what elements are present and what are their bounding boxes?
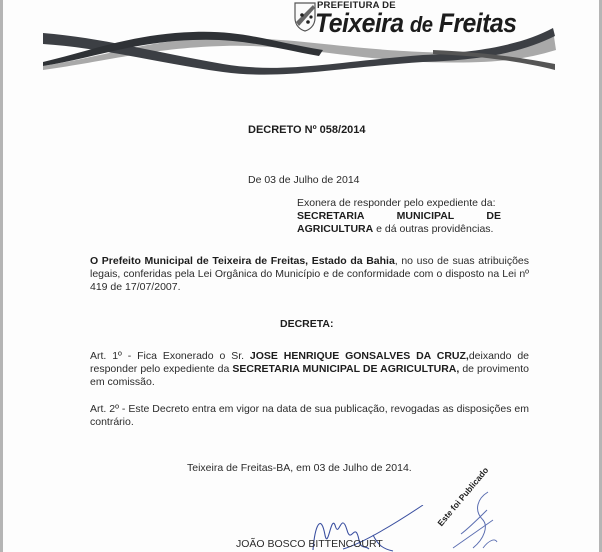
signer-name: JOÃO BOSCO BITTENCOURT: [236, 538, 383, 550]
decree-summary: [297, 197, 501, 236]
art1-prefix: Art. 1º - Fica Exonerado o Sr.: [90, 350, 250, 362]
art1-person-name: JOSE HENRIQUE GONSALVES DA CRUZ,: [249, 350, 469, 362]
summary-word: DE: [486, 210, 501, 222]
article-2: Art. 2º - Este Decreto entra em vigor na data de sua publicação, revogadas as disposições em contrário.: [90, 403, 529, 428]
summary-line-1-text: Exonera de responder pelo expediente da:: [297, 197, 496, 209]
publication-stamp-text: Este foi Publicado: [435, 465, 491, 528]
summary-line-2: [297, 210, 501, 223]
preamble-bold: O Prefeito Municipal de Teixeira de Freitas, Estado da Bahia: [90, 255, 395, 267]
preamble-rest: , no uso de suas atribuições legais, conferidas pela Lei Orgânica do Município e de conformidade com o disposto na Lei nº 419 de 17/07/2007.: [90, 255, 530, 293]
decreta-heading: DECRETA:: [280, 318, 334, 330]
brand-title-part2: de: [409, 12, 433, 37]
brand-title: [315, 8, 516, 39]
letterhead: [3, 0, 599, 80]
art1-middle: deixando de responder pelo expediente da: [90, 350, 529, 375]
decree-date: De 03 de Julho de 2014: [248, 174, 360, 186]
summary-line-3: [297, 223, 501, 236]
summary-word: SECRETARIA: [297, 210, 365, 222]
brand-title-part3: Freitas: [432, 8, 517, 38]
preamble-paragraph: [90, 255, 529, 294]
municipal-shield-icon: [293, 0, 317, 32]
art1-suffix: de provimento em comissão.: [90, 363, 529, 388]
brand-subtitle: PREFEITURA DE: [317, 0, 396, 11]
publication-stamp-icon: [433, 490, 543, 552]
summary-line-1: [297, 197, 501, 210]
summary-bold: AGRICULTURA: [297, 223, 374, 235]
summary-word: MUNICIPAL: [396, 210, 455, 222]
brand-title-part1: Teixeira: [315, 8, 410, 38]
article-1: [90, 350, 529, 389]
decree-title: DECRETO Nº 058/2014: [248, 124, 366, 136]
place-and-date: Teixeira de Freitas-BA, em 03 de Julho de 2014.: [187, 462, 412, 474]
document-page: [3, 0, 599, 552]
art1-secretaria: SECRETARIA MUNICIPAL DE AGRICULTURA,: [232, 363, 460, 375]
summary-rest: e dá outras providências.: [373, 223, 494, 235]
